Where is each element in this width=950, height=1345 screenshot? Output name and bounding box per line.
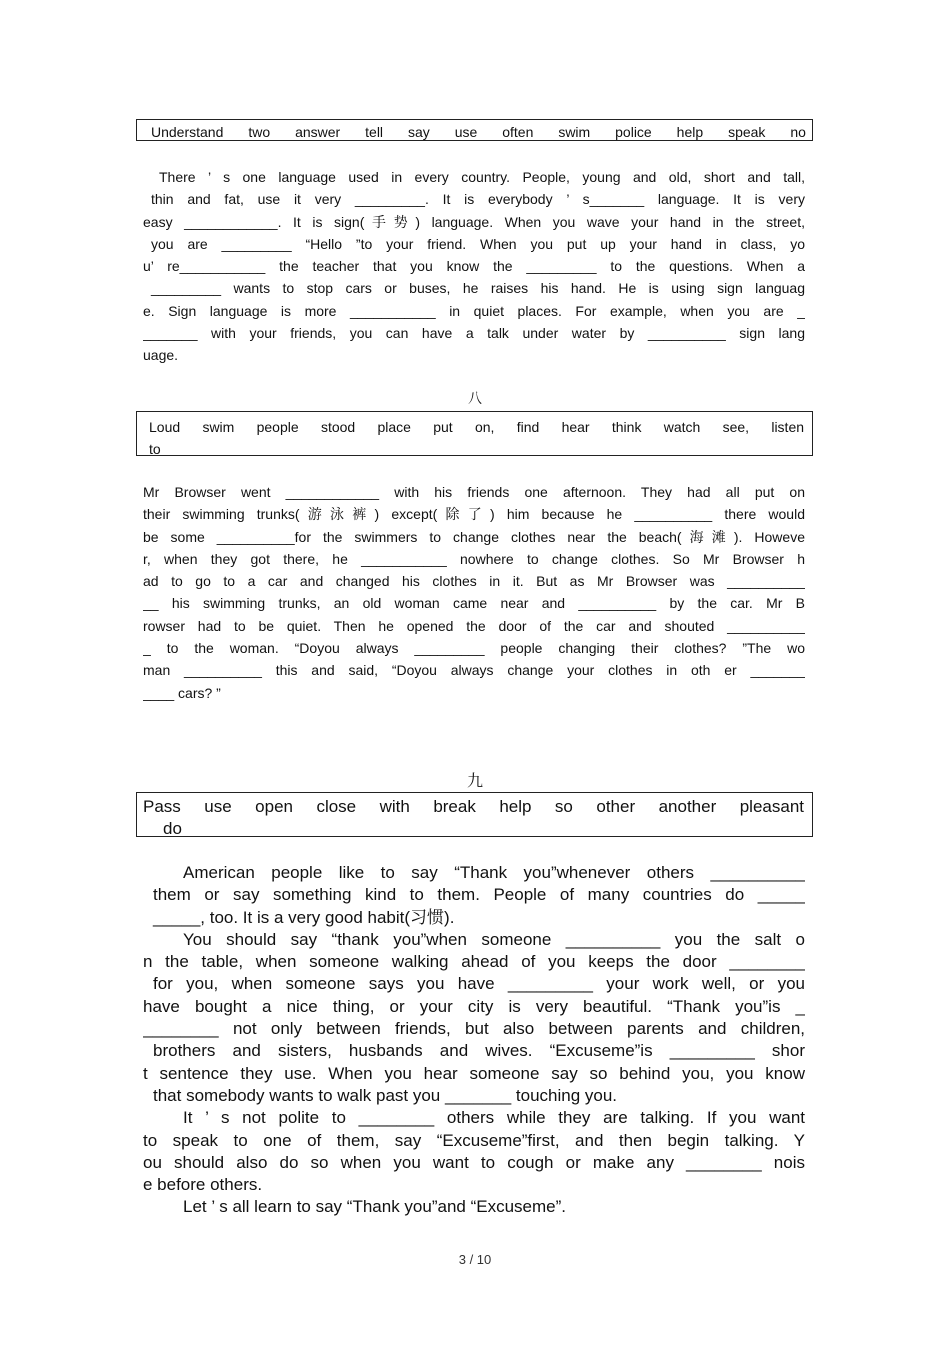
word-bank-item: speak	[728, 124, 766, 140]
passage-line: you are _________ “Hello ”to your friend. When you put up your hand in class, yo	[151, 235, 805, 252]
passage-line: them or say something kind to them. People of many countries do _____	[153, 885, 805, 905]
passage-line: ____ cars? ”	[143, 684, 221, 701]
word-bank-item: no	[790, 124, 806, 140]
passage-line: brothers and sisters, husbands and wives. “Excuseme”is _________ shor	[153, 1041, 805, 1061]
word-bank-row	[151, 124, 806, 140]
word-bank-item: help	[499, 797, 532, 816]
passage-line: easy ____________. It is sign(手势) language. When you wave your hand in the street,	[143, 213, 805, 230]
word-bank-item: place	[377, 419, 411, 435]
passage-line: u’ re___________ the teacher that you know the _________ to the questions. When a	[143, 258, 805, 275]
word-bank-row	[149, 416, 804, 438]
passage-line: ad to go to a car and changed his clothes in it. But as Mr Browser was __________	[143, 573, 805, 590]
passage-line: __ his swimming trunks, an old woman came near and __________ by the car. Mr B	[143, 595, 805, 612]
word-bank-item: people	[256, 419, 299, 435]
passage-line: American people like to say “Thank you”whenever others __________	[183, 863, 805, 882]
passage-line: have bought a nice thing, or your city is very beautiful. “Thank you”is _	[143, 996, 805, 1016]
passage-line: There ’ s one language used in every country. People, young and old, short and tall,	[159, 169, 805, 185]
passage-line: _______ with your friends, you can have a talk under water by __________ sign lang	[143, 325, 805, 342]
passage-line: You should say “thank you”when someone __________ you the salt o	[183, 929, 805, 949]
word-bank-box-2	[136, 411, 813, 456]
word-bank-item: use	[454, 124, 478, 140]
word-bank-item: often	[502, 124, 534, 140]
word-bank-item: pleasant	[739, 797, 804, 816]
passage-line: t sentence they use. When you hear someone say so behind you, you know	[143, 1063, 805, 1083]
word-bank-item: tell	[365, 124, 384, 140]
passage-line: be some __________for the swimmers to change clothes near the beach(海滩). Howeve	[143, 528, 805, 545]
word-bank-item: open	[255, 797, 293, 816]
word-bank-item: Understand	[151, 124, 224, 140]
word-bank-item: two	[248, 124, 271, 140]
word-bank-item: help	[676, 124, 704, 140]
passage-line: ou should also do so when you want to cough or make any ________ nois	[143, 1152, 805, 1172]
word-bank-item: swim	[202, 419, 235, 435]
passage-line: e. Sign language is more ___________ in quiet places. For example, when you are _	[143, 302, 805, 319]
passage-2	[143, 481, 805, 704]
passage-line: _________ wants to stop cars or buses, he raises his hand. He is using sign languag	[151, 280, 805, 297]
passage-line: man __________ this and said, “Doyou always change your clothes in oth er _______	[143, 662, 805, 679]
word-bank-item: break	[433, 797, 476, 816]
passage-line: _____, too. It is a very good habit(习惯).	[153, 907, 455, 927]
passage-line: their swimming trunks(游泳裤) except(除了) him because he __________ there would	[143, 506, 805, 523]
word-bank-item: close	[316, 797, 357, 816]
passage-line: thin and fat, use it very _________. It is everybody ’ s_______ language. It is very	[151, 191, 805, 208]
passage-line: for you, when someone says you have _________ your work well, or you	[153, 974, 805, 994]
word-bank-item: see, listen	[722, 419, 805, 435]
word-bank-item: Pass	[143, 797, 181, 816]
word-bank-row-2: do	[163, 819, 182, 838]
passage-1	[143, 166, 805, 367]
word-bank-item: other	[596, 797, 636, 816]
word-bank-item: police	[615, 124, 652, 140]
passage-line: rowser had to be quiet. Then he opened the door of the car and shouted __________	[143, 617, 805, 634]
word-bank-box-3	[136, 792, 813, 837]
word-bank-item: use	[204, 797, 232, 816]
word-bank-item: with	[379, 797, 410, 816]
section-heading-8: 八	[468, 391, 482, 407]
word-bank-item: find	[516, 419, 540, 435]
passage-line: n the table, when someone walking ahead of you keeps the door ________	[143, 952, 805, 972]
passage-line: that somebody wants to walk past you _______ touching you.	[153, 1085, 618, 1105]
word-bank-row-2: to	[149, 441, 161, 457]
word-bank-item: so	[554, 797, 573, 816]
word-bank-row	[143, 796, 804, 818]
passage-line: ________ not only between friends, but also between parents and children,	[143, 1019, 805, 1039]
word-bank-item: put on,	[433, 419, 495, 435]
passage-line: uage.	[143, 347, 179, 364]
passage-line: r, when they got there, he ___________ nowhere to change clothes. So Mr Browser h	[143, 550, 805, 567]
word-bank-item: watch	[663, 419, 701, 435]
section-heading-9: 九	[466, 771, 483, 790]
passage-3	[143, 862, 805, 1219]
word-bank-item: think	[611, 419, 642, 435]
word-bank-item: say	[407, 124, 430, 140]
word-bank-item: another	[658, 797, 717, 816]
passage-line: Let ’ s all learn to say “Thank you”and “Excuseme”.	[183, 1197, 566, 1217]
word-bank-item: answer	[295, 124, 341, 140]
passage-line: It ’ s not polite to ________ others while they are talking. If you want	[183, 1108, 805, 1128]
passage-line: to speak to one of them, say “Excuseme”first, and then begin talking. Y	[143, 1130, 805, 1150]
word-bank-item: hear	[561, 419, 590, 435]
passage-line: e before others.	[143, 1175, 263, 1195]
passage-line: _ to the woman. “Doyou always _________ people changing their clothes? ”The wo	[143, 640, 805, 657]
word-bank-item: Loud	[149, 419, 181, 435]
page-number: 3 / 10	[458, 1252, 492, 1267]
word-bank-box-1	[136, 119, 813, 141]
passage-line: Mr Browser went ____________ with his friends one afternoon. They had all put on	[143, 484, 805, 500]
word-bank-item: swim	[558, 124, 591, 140]
word-bank-item: stood	[320, 419, 356, 435]
